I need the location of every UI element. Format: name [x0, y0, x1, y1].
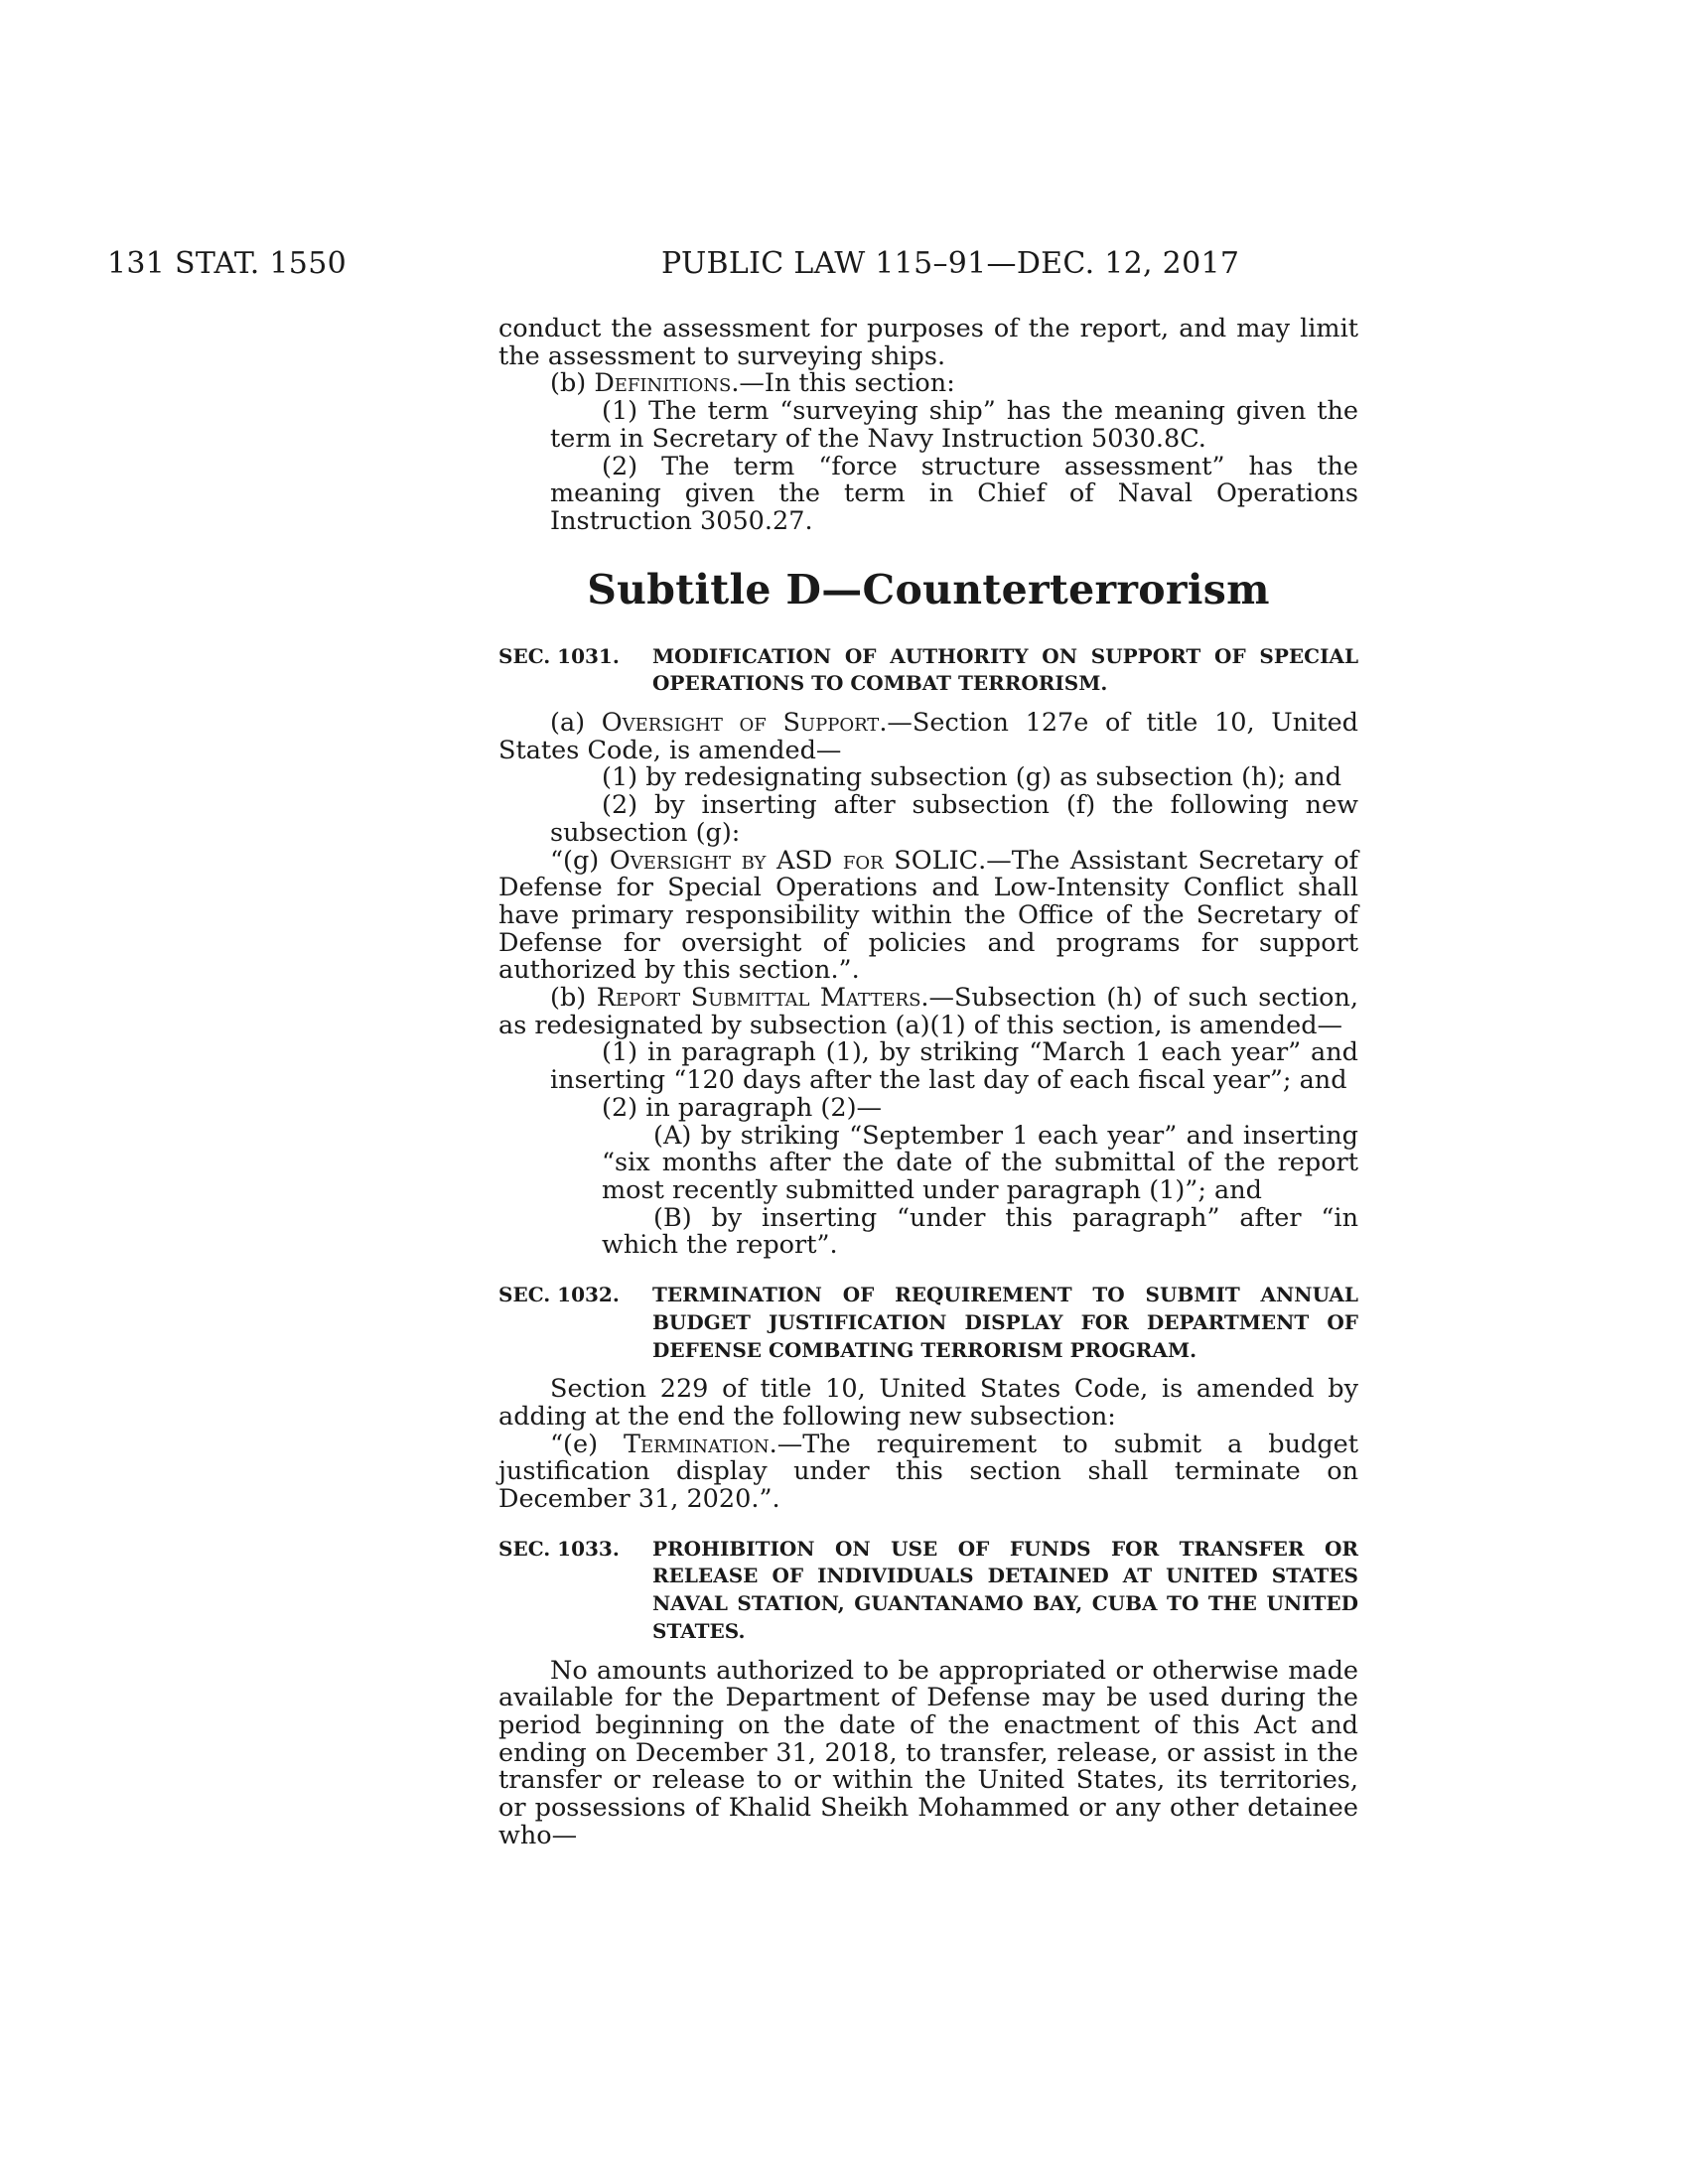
definitions-heading: Definitions	[594, 368, 732, 399]
section-number: SEC. 1032.	[498, 1283, 620, 1307]
paragraph-a-1: (1) by redesignating subsection (g) as subsection (h); and	[602, 762, 1342, 793]
definitions-paragraph: (b) Definitions.—In this section:	[550, 368, 955, 399]
subsection-a: (a) Oversight of Support.—Section 127e of title 10, United States Code, is amended—	[498, 708, 1358, 765]
paragraph-b-2: (2) in paragraph (2)—	[602, 1092, 883, 1123]
section-1032-text: Section 229 of title 10, United States Code, is amended by adding at the end the following new subsection:	[498, 1374, 1358, 1432]
section-title: PROHIBITION ON USE OF FUNDS FOR TRANSFER OR RELEASE OF INDIVIDUALS DETAINED AT UNITED STATES NAVAL STATION, GUANTANAMO BAY, CUBA TO THE UNITED STATES.	[652, 1536, 1358, 1643]
subsection-g-heading: Oversight by ASD for SOLIC	[609, 845, 979, 876]
subparagraph-b-2-A: (A) by striking “September 1 each year” and inserting “six months after the date of the submittal of the report most recently submitted under paragraph (1)”; and	[602, 1120, 1358, 1205]
paragraph-a-2: (2) by inserting after subsection (f) the following new subsection (g):	[550, 790, 1358, 848]
definition-1: (1) The term “surveying ship” has the meaning given the term in Secretary of the Navy Instruction 5030.8C.	[550, 396, 1358, 454]
public-law-citation: PUBLIC LAW 115–91—DEC. 12, 2017	[661, 246, 1240, 281]
subtitle-heading: Subtitle D—Counterterrorism	[587, 565, 1270, 614]
section-heading-1033	[498, 1536, 1358, 1646]
statute-citation: 131 STAT. 1550	[107, 246, 347, 281]
section-number: SEC. 1033.	[498, 1536, 620, 1561]
subsection-a-heading: Oversight of Support	[601, 708, 880, 739]
document-body	[498, 316, 1358, 1849]
subsection-b-heading: Report Submittal Matters	[596, 983, 921, 1014]
continuation-paragraph: conduct the assessment for purposes of the report, and may limit the assessment to surveying ships.	[498, 314, 1358, 371]
paragraph-b-1: (1) in paragraph (1), by striking “March 1 each year” and inserting “120 days after the last day of each fiscal year”; and	[550, 1037, 1358, 1096]
subsection-b: (b) Report Submittal Matters.—Subsection (h) of such section, as redesignated by subsection (a)(1) of this section, is amended—	[498, 983, 1358, 1040]
section-heading-1032	[498, 1282, 1358, 1364]
subsection-e-heading: Termination	[624, 1429, 770, 1459]
subparagraph-b-2-B: (B) by inserting “under this paragraph” after “in which the report”.	[602, 1202, 1358, 1261]
section-number: SEC. 1031.	[498, 643, 620, 668]
inserted-subsection-e: “(e) Termination.—The requirement to submit a budget justification display under this section shall terminate on December 31, 2020.”.	[498, 1429, 1358, 1515]
section-heading-1031	[498, 643, 1358, 698]
section-title: TERMINATION OF REQUIREMENT TO SUBMIT ANNUAL BUDGET JUSTIFICATION DISPLAY FOR DEPARTMENT OF DEFENSE COMBATING TERRORISM PROGRAM.	[652, 1283, 1358, 1362]
section-title: MODIFICATION OF AUTHORITY ON SUPPORT OF SPECIAL OPERATIONS TO COMBAT TERRORISM.	[652, 643, 1358, 696]
section-1033-text: No amounts authorized to be appropriated or otherwise made available for the Department of Defense may be used during the period beginning on the date of the enactment of this Act and ending on December 31, 2018, to transfer, release, or assist in the transfer or release to or within the United States, its territories, or possessions of Khalid Sheikh Mohammed or any other detainee who—	[498, 1655, 1358, 1850]
page-header	[107, 246, 1368, 286]
inserted-subsection-g: “(g) Oversight by ASD for SOLIC.—The Assistant Secretary of Defense for Special Operations and Low-Intensity Conflict shall have primary responsibility within the Office of the Secretary of Defense for oversight of policies and programs for support authorized by this section.”.	[498, 845, 1358, 986]
definition-2: (2) The term “force structure assessment” has the meaning given the term in Chief of Naval Operations Instruction 3050.27.	[550, 451, 1358, 536]
